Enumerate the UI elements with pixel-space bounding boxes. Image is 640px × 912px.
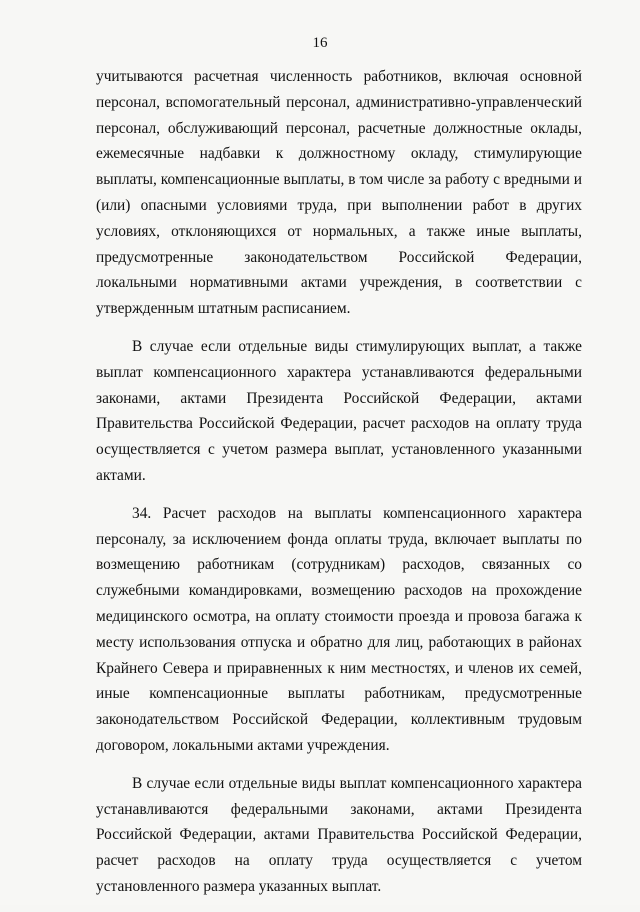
page-number: 16 <box>312 35 328 51</box>
paragraph-stimulating-payments: В случае если отдельные виды стимулирующих выплат, а также выплат компенсационного характера устанавливаются федеральными законами, актами Президента Российской Федерации, актами Правительства Российской Федерации, расчет расходов на оплату труда осуществляется с учетом размера выплат, установленного указанными актами. <box>96 337 582 484</box>
paragraph-compensation-payments: В случае если отдельные виды выплат компенсационного характера устанавливаются федеральными законами, актами Президента Российской Федерации, актами Правительства Российской Федерации, расчет расходов на оплату труда осуществляется с учетом установленного размера указанных выплат. <box>96 774 582 895</box>
paragraph-continuation: учитываются расчетная численность работников, включая основной персонал, вспомогательный персонал, административно-управленческий персонал, обслуживающий персонал, расчетные должностные оклады, ежемесячные надбавки к должностному окладу, стимулирующие выплаты, компенсационные выплаты, в том числе за работу с вредными и (или) опасными условиями труда, при выполнении работ в других условиях, отклоняющихся от нормальных, а также иные выплаты, предусмотренные законодательством Российской Федерации, локальными нормативными актами учреждения, в соответствии с утвержденным штатным расписанием. <box>96 68 582 318</box>
body-text <box>96 64 582 912</box>
paragraph-item-34: 34. Расчет расходов на выплаты компенсационного характера персоналу, за исключением фонда оплаты труда, включает выплаты по возмещению работникам (сотрудникам) расходов, связанных со служебными командировками, возмещению расходов на прохождение медицинского осмотра, на оплату стоимости проезда и провоза багажа к месту использования отпуска и обратно для лиц, работающих в районах Крайнего Севера и приравненных к ним местностях, и членов их семей, иные компенсационные выплаты работникам, предусмотренные законодательством Российской Федерации, коллективным трудовым договором, локальными актами учреждения. <box>96 504 582 754</box>
